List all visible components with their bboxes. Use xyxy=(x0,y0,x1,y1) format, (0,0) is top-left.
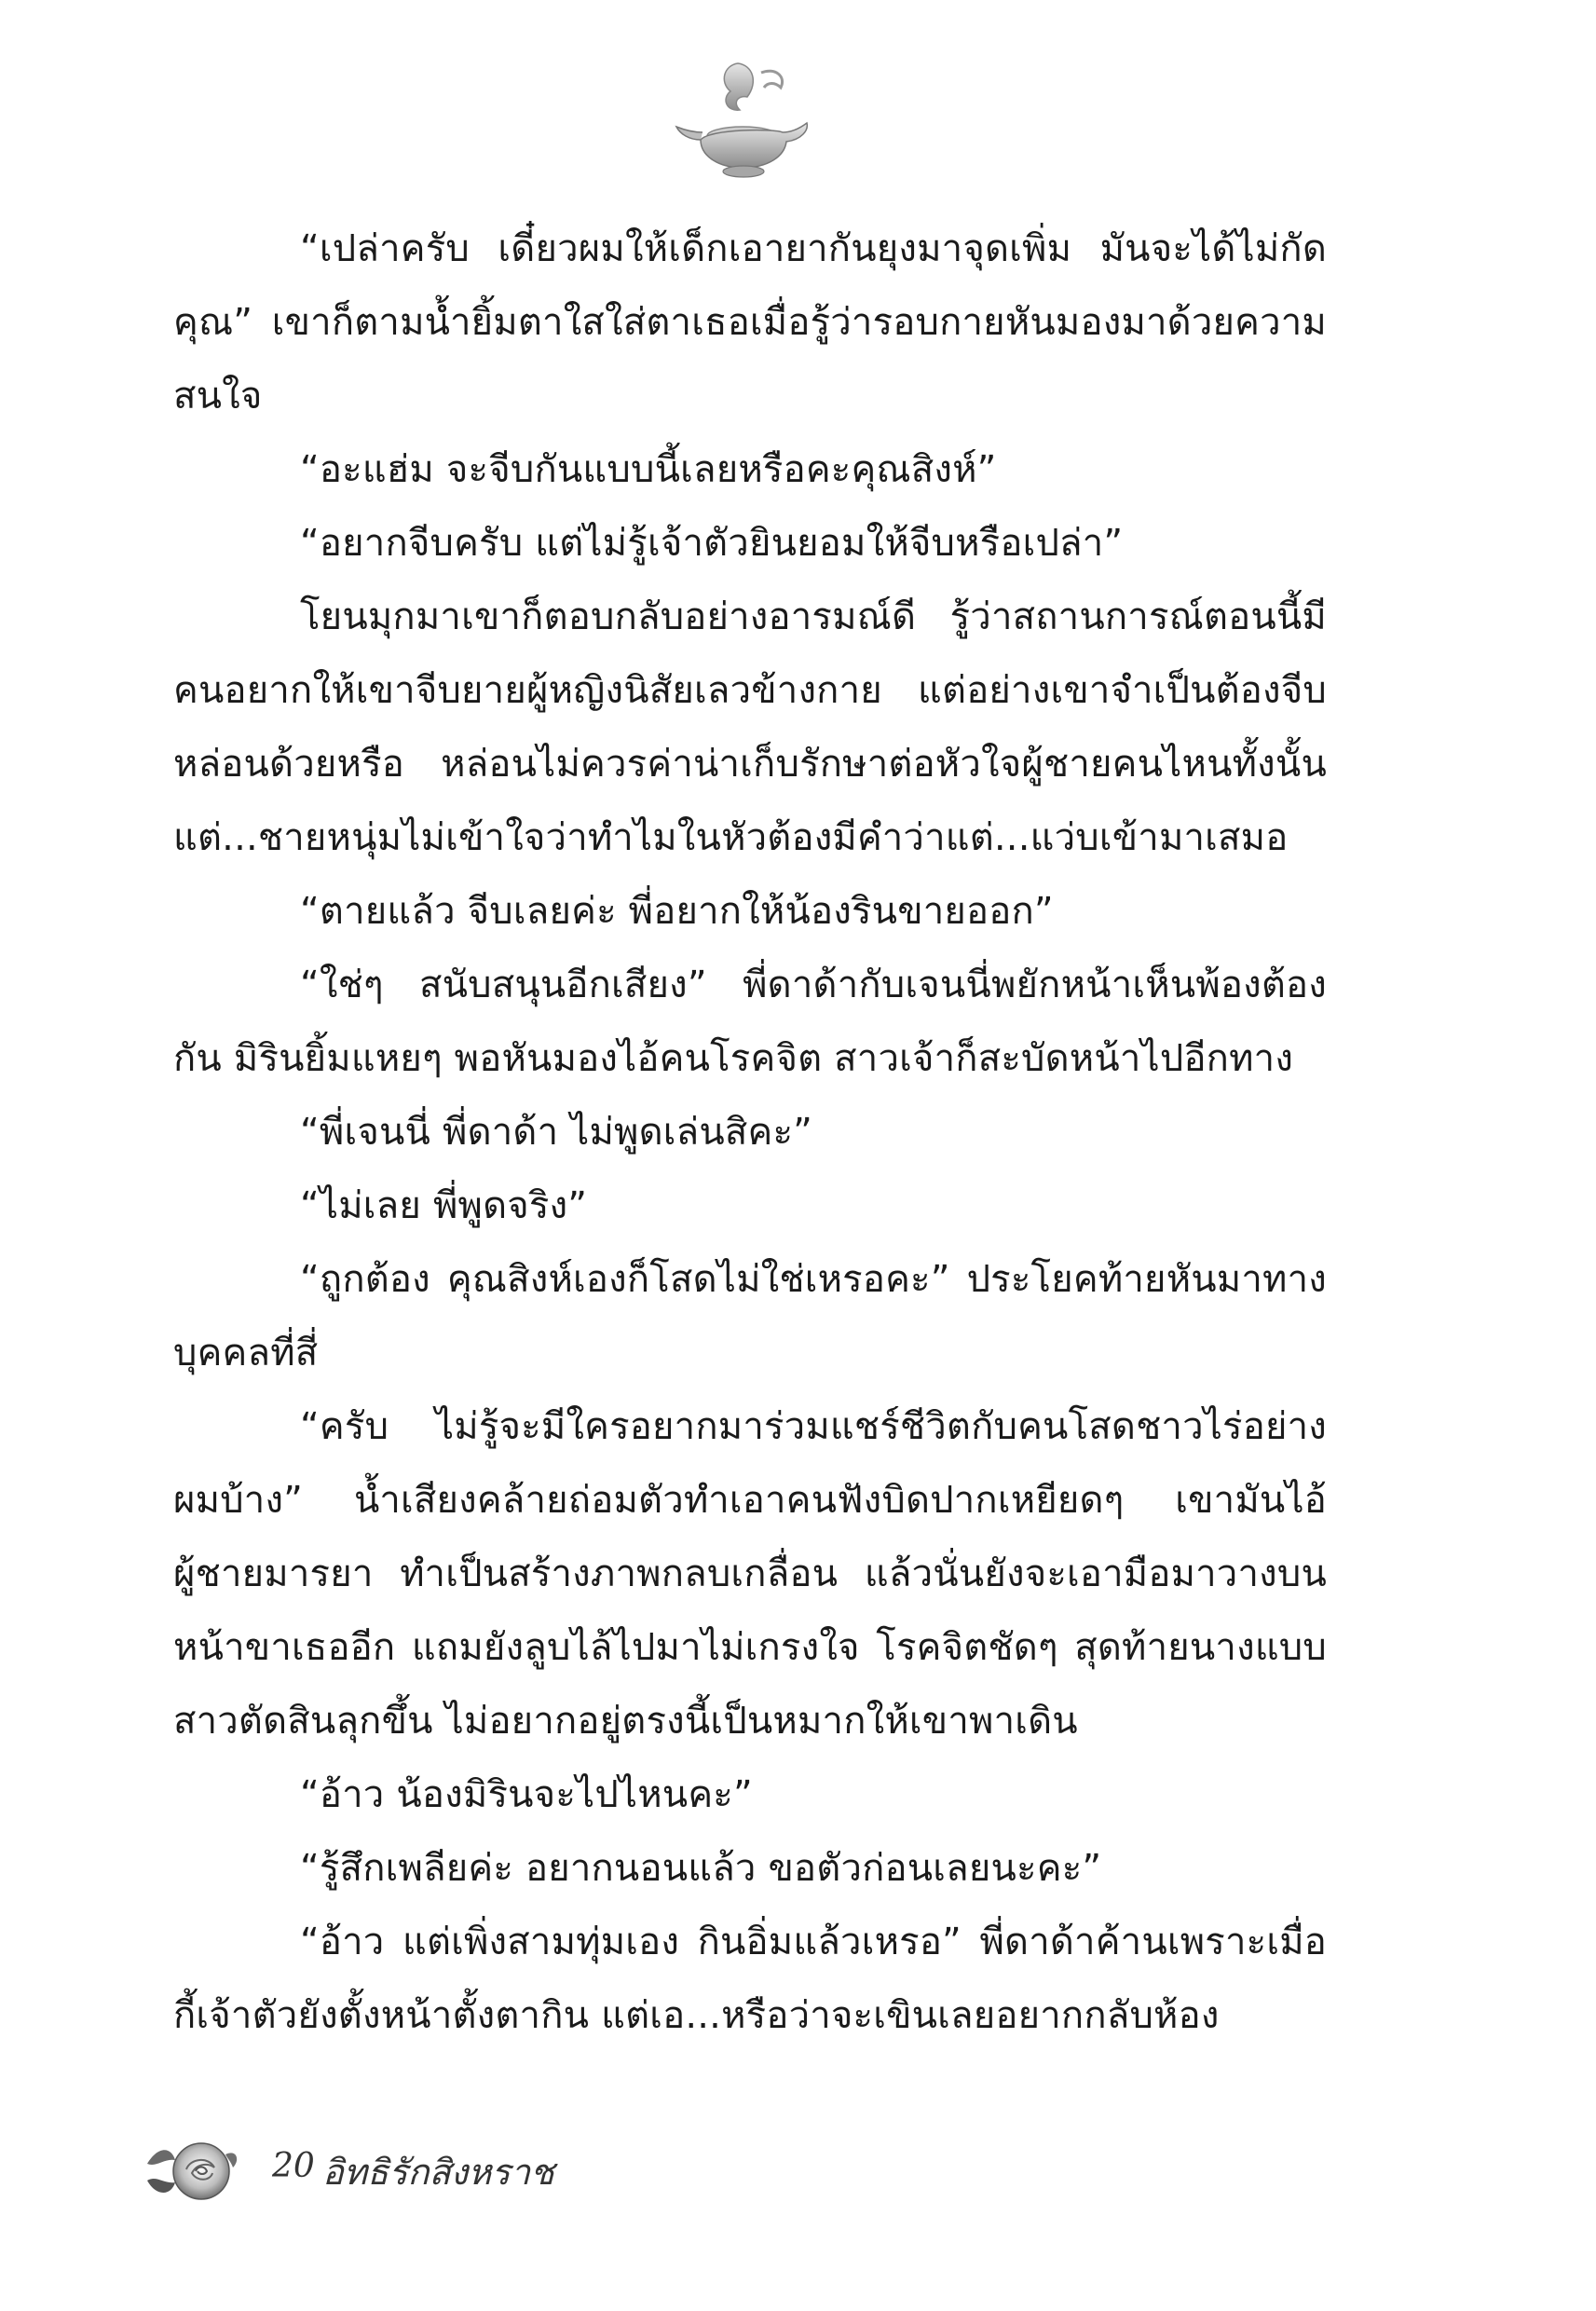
paragraph: “อ้าว แต่เพิ่งสามทุ่มเอง กินอิ่มแล้วเหรอ” พี่ดาด้าค้านเพราะเมื่อกี้เจ้าตัวยังตั้งหน้าตั้งตากิน แต่เอ...หรือว่าจะเขินเลยอยากกลับห้อง xyxy=(173,1921,1327,2037)
book-title: อิทธิรักสิงหราช xyxy=(322,2152,554,2193)
page-number: 20 xyxy=(272,2147,315,2185)
page-footer xyxy=(140,2126,792,2220)
paragraph: “เปล่าครับ เดี๋ยวผมให้เด็กเอายากันยุงมาจุดเพิ่ม มันจะได้ไม่กัดคุณ” เขาก็ตามน้ำยิ้มตาใสใส่ตาเธอเมื่อรู้ว่ารอบกายหันมองมาด้วยความสนใจ xyxy=(173,227,1327,417)
paragraph: “ตายแล้ว จีบเลยค่ะ พี่อยากให้น้องรินขายออก” xyxy=(300,890,1054,933)
paragraph: “รู้สึกเพลียค่ะ อยากนอนแล้ว ขอตัวก่อนเลยนะคะ” xyxy=(300,1847,1102,1890)
paragraph: “อยากจีบครับ แต่ไม่รู้เจ้าตัวยินยอมให้จีบหรือเปล่า” xyxy=(300,522,1124,565)
paragraph: “พี่เจนนี่ พี่ดาด้า ไม่พูดเล่นสิคะ” xyxy=(300,1111,813,1154)
paragraph: “อะแฮ่ม จะจีบกันแบบนี้เลยหรือคะคุณสิงห์” xyxy=(300,448,997,491)
paragraph: “ใช่ๆ สนับสนุนอีกเสียง” พี่ดาด้ากับเจนนี่พยักหน้าเห็นพ้องต้องกัน มิรินยิ้มแหยๆ พอหันมองไอ้คนโรคจิต สาวเจ้าก็สะบัดหน้าไปอีกทาง xyxy=(173,964,1327,1080)
paragraph: “ถูกต้อง คุณสิงห์เองก็โสดไม่ใช่เหรอคะ” ประโยคท้ายหันมาทางบุคคลที่สี่ xyxy=(173,1258,1327,1374)
paragraph: “ครับ ไม่รู้จะมีใครอยากมาร่วมแชร์ชีวิตกับคนโสดชาวไร่อย่างผมบ้าง” น้ำเสียงคล้ายถ่อมตัวทำเอาคนฟังบิดปากเหยียดๆ เขามันไอ้ผู้ชายมารยา ทำเป็นสร้างภาพกลบเกลื่อน แล้วนั่นยังจะเอามือมาวางบนหน้าขาเธออีก แถมยังลูบไล้ไปมาไม่เกรงใจ โรคจิตชัดๆ สุดท้ายนางแบบสาวตัดสินลุกขึ้น ไม่อยากอยู่ตรงนี้เป็นหมากให้เขาพาเดิน xyxy=(173,1405,1327,1743)
rose-ornament-icon xyxy=(140,2126,242,2210)
paragraph: “อ้าว น้องมิรินจะไปไหนคะ” xyxy=(300,1773,753,1816)
paragraph: โยนมุกมาเขาก็ตอบกลับอย่างอารมณ์ดี รู้ว่าสถานการณ์ตอนนี้มีคนอยากให้เขาจีบยายผู้หญิงนิสัยเลวข้างกาย แต่อย่างเขาจำเป็นต้องจีบหล่อนด้วยหรือ หล่อนไม่ควรค่าน่าเก็บรักษาต่อหัวใจผู้ชายคนไหนทั้งนั้นแต่...ชายหนุ่มไม่เข้าใจว่าทำไมในหัวต้องมีคำว่าแต่...แว่บเข้ามาเสมอ xyxy=(173,595,1327,859)
story-text xyxy=(173,212,1327,2053)
genie-lamp-ornament-icon xyxy=(673,54,812,185)
paragraph: “ไม่เลย พี่พูดจริง” xyxy=(300,1184,588,1227)
